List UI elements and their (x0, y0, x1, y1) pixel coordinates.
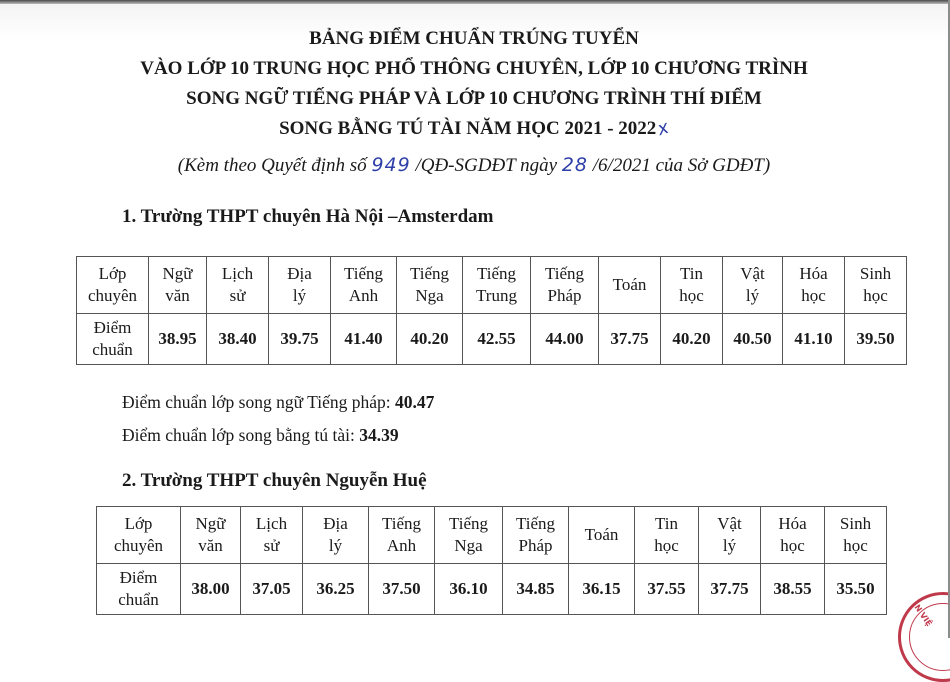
table-header-row (77, 257, 907, 314)
score-cell: 42.55 (463, 314, 531, 365)
official-stamp-icon (898, 592, 950, 682)
score-cell: 37.05 (241, 564, 303, 615)
score-cell: 40.20 (661, 314, 723, 365)
score-cell: 37.75 (699, 564, 761, 615)
score-cell: 38.55 (761, 564, 825, 615)
column-header: Sinh học (825, 507, 887, 564)
column-header: Tiếng Pháp (503, 507, 569, 564)
score-cell: 40.20 (397, 314, 463, 365)
section-2-title: 2. Trường THPT chuyên Nguyễn Huệ (122, 470, 427, 491)
title-line-2: VÀO LỚP 10 TRUNG HỌC PHỔ THÔNG CHUYÊN, LỚP 10 CHƯƠNG TRÌNH (140, 58, 808, 79)
column-header: Tiếng Anh (331, 257, 397, 314)
section-1-title: 1. Trường THPT chuyên Hà Nội –Amsterdam (122, 206, 494, 227)
column-header: Tin học (661, 257, 723, 314)
row-label-class: Lớp chuyên (77, 257, 149, 314)
score-cell: 35.50 (825, 564, 887, 615)
column-header: Hóa học (761, 507, 825, 564)
column-header: Toán (599, 257, 661, 314)
column-header: Ngữ văn (149, 257, 207, 314)
stamp-text: N VIỆ (912, 603, 934, 628)
column-header: Lịch sử (241, 507, 303, 564)
subtitle-middle: /QĐ-SGDĐT ngày (410, 155, 562, 176)
section-1-score-table (76, 256, 907, 365)
title-line-3: SONG NGỮ TIẾNG PHÁP VÀ LỚP 10 CHƯƠNG TRÌNH THÍ ĐIỂM (186, 88, 762, 109)
subtitle-suffix: /6/2021 của Sở GDĐT) (588, 155, 771, 176)
title-line-4 (0, 114, 948, 144)
window-top-edge (0, 0, 950, 4)
table-score-row (77, 314, 907, 365)
score-cell: 40.50 (723, 314, 783, 365)
title-line-1: BẢNG ĐIỂM CHUẨN TRÚNG TUYỂN (309, 28, 639, 49)
score-cell: 37.55 (635, 564, 699, 615)
decision-number: 949 (371, 154, 411, 176)
column-header: Lịch sử (207, 257, 269, 314)
column-header: Sinh học (845, 257, 907, 314)
column-header: Tiếng Anh (369, 507, 435, 564)
section-2-score-table (96, 506, 887, 615)
row-label-score: Điểm chuẩn (77, 314, 149, 365)
column-header: Địa lý (269, 257, 331, 314)
score-cell: 44.00 (531, 314, 599, 365)
column-header: Tiếng Trung (463, 257, 531, 314)
table-header-row (97, 507, 887, 564)
score-cell: 36.25 (303, 564, 369, 615)
column-header: Tiếng Pháp (531, 257, 599, 314)
title-line-4-text: SONG BẰNG TÚ TÀI NĂM HỌC 2021 - 2022 (279, 118, 657, 139)
column-header: Hóa học (783, 257, 845, 314)
note-dual-baccalaureate: Điểm chuẩn lớp song bằng tú tài: 34.39 (122, 425, 399, 445)
subtitle-prefix: (Kèm theo Quyết định số (177, 155, 372, 176)
column-header: Toán (569, 507, 635, 564)
score-cell: 37.50 (369, 564, 435, 615)
row-label-score: Điểm chuẩn (97, 564, 181, 615)
score-cell: 39.50 (845, 314, 907, 365)
note-value: 40.47 (394, 392, 435, 412)
score-cell: 37.75 (599, 314, 661, 365)
score-cell: 41.40 (331, 314, 397, 365)
note-value: 34.39 (359, 425, 399, 445)
score-cell: 38.00 (181, 564, 241, 615)
decision-reference (0, 154, 948, 177)
score-cell: 39.75 (269, 314, 331, 365)
score-cell: 34.85 (503, 564, 569, 615)
handwritten-mark-icon: x (655, 116, 672, 141)
column-header: Tiếng Nga (435, 507, 503, 564)
note-bilingual-french: Điểm chuẩn lớp song ngữ Tiếng pháp: 40.47 (122, 392, 435, 412)
document-title (0, 24, 948, 144)
column-header: Địa lý (303, 507, 369, 564)
column-header: Tin học (635, 507, 699, 564)
score-cell: 38.95 (149, 314, 207, 365)
table-score-row (97, 564, 887, 615)
score-cell: 36.15 (569, 564, 635, 615)
column-header: Vật lý (699, 507, 761, 564)
column-header: Ngữ văn (181, 507, 241, 564)
score-cell: 38.40 (207, 314, 269, 365)
row-label-class: Lớp chuyên (97, 507, 181, 564)
score-cell: 41.10 (783, 314, 845, 365)
decision-day: 28 (561, 154, 589, 176)
column-header: Tiếng Nga (397, 257, 463, 314)
column-header: Vật lý (723, 257, 783, 314)
score-cell: 36.10 (435, 564, 503, 615)
